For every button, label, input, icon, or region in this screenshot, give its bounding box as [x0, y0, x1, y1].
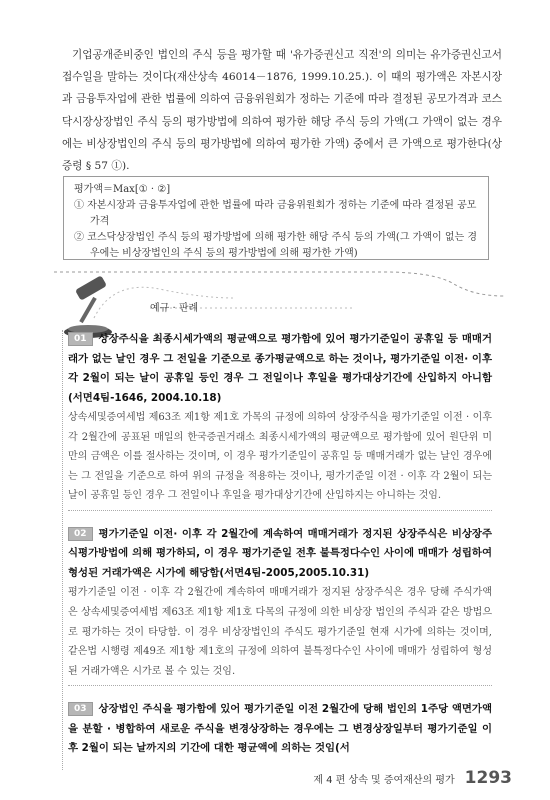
case-title: [68, 330, 492, 408]
case-number-badge: 01: [68, 332, 93, 346]
formula-item-2: ② 코스닥상장법인 주식 등의 평가방법에 의해 평가한 해당 주식 등의 가액(그 가액이 없는 경우에는 비상장법인의 주식 등의 평가방법에 의해 평가한 가액): [74, 232, 477, 259]
case-number-badge: 03: [68, 702, 93, 716]
case-title: [68, 700, 492, 759]
case-list: [68, 330, 492, 773]
gavel-icon: [64, 275, 112, 338]
formula-box: [63, 176, 489, 260]
case-item: [68, 525, 492, 686]
case-title-text: 평가기준일 이전· 이후 각 2월간에 계속하여 매매거래가 정지된 상장주식은 비상장주식평가방법에 의해 평가하되, 이 경우 평가기준일 전후 불특정다수인 사이에 매매가 성립하여 형성된 거래가액은 시가에 해당함(서면4팀-2005,2005.10.31): [68, 527, 492, 579]
intro-text: 기업공개준비중인 법인의 주식 등을 평가할 때 '유가증권신고 직전'의 의미는 유가증권신고서접수일을 말하는 것이다(재산상속 46014－1876, 1999.10.25.). 이 때의 평가액은 자본시장과 금융투자업에 관한 법률에 의하여 금융위원회가 정하는 기준에 따라 결정된 공모가격과 코스닥시장상장법인 주식 등의 평가방법에 의하여 평가한 해당 주식 등의 가액(그 가액이 없는 경우에는 비상장법인의 주식 등의 평가방법에 의하여 평가한 가액) 중에서 큰 가액으로 평가한다(상증령 § 57 ①).: [62, 49, 502, 173]
formula-line: 평가액＝Max[① · ②]: [74, 184, 171, 195]
formula-item-1: ① 자본시장과 금융투자업에 관한 법률에 따라 금융위원회가 정하는 기준에 따라 결정된 공모가격: [74, 200, 477, 227]
page-number: 1293: [464, 768, 512, 788]
case-title: [68, 525, 492, 584]
page-footer: [313, 768, 512, 788]
case-body: 상속세및증여세법 제63조 제1항 제1호 가목의 규정에 의하여 상장주식을 평가기준일 이전 · 이후 각 2월간에 공표된 매일의 한국증권거래소 최종시세가액의 평균액으로 평가함에 있어 원단위 미만의 금액은 이를 절사하는 것이며, 이 경우 평가기준일이 공휴일 등 매매거래가 없는 날인 경우에는 그 전일을 기준으로 하여 위의 규정을 적용하는 것이나, 평가기준일 이전 · 이후 각 2월이 되는 날이 공휴일 등인 경우 그 전일이나 후일을 평가대상기간에 산입하지는 아니하는 것임.: [68, 408, 492, 511]
case-title-text: 상장법인 주식을 평가함에 있어 평가기준일 이전 2월간에 당해 법인의 1주당 액면가액을 분할 · 병합하여 새로운 주식을 변경상장하는 경우에는 그 변경상장일부터 평가기준일 이후 2월이 되는 날까지의 기간에 대한 평균액에 의하는 것임(서: [68, 703, 492, 755]
case-item: [68, 700, 492, 759]
footer-chapter: 제 4 편 상속 및 증여재산의 평가: [313, 775, 455, 786]
dashed-wave-line: [54, 272, 504, 296]
case-body: 평가기준일 이전 · 이후 각 2월간에 계속하여 매매거래가 정지된 상장주식은 경우 당해 주식가액은 상속세및증여세법 제63조 제1항 제1호 다목의 규정에 의한 비상장 법인의 주식과 같은 방법으로 평가하는 것이 타당함. 이 경우 비상장법인의 주식도 평가기준일 현재 시가에 의하는 것이며, 같은법 시행령 제49조 제1항 제1호의 규정에 의하여 불특정다수인 사이에 매매가 성립하여 형성된 거래가액은 시가로 볼 수 있는 것임.: [68, 583, 492, 686]
case-title-text: 상장주식을 최종시세가액의 평균액으로 평가함에 있어 평가기준일이 공휴일 등 매매거래가 없는 날인 경우 그 전일을 기준으로 종가평균액으로 하는 것이나, 평가기준일 이전· 이후 각 2월이 되는 날이 공휴일 등인 경우 그 전일이나 후일을 평가대상기간에 산입하지 아니함(서면4팀-1646, 2004.10.18): [68, 333, 492, 404]
case-number-badge: 02: [68, 527, 93, 541]
section-label: 예규 · 판례: [150, 303, 199, 314]
intro-paragraph: [62, 44, 502, 177]
case-item: [68, 330, 492, 511]
left-dotted-rule: [62, 330, 63, 770]
